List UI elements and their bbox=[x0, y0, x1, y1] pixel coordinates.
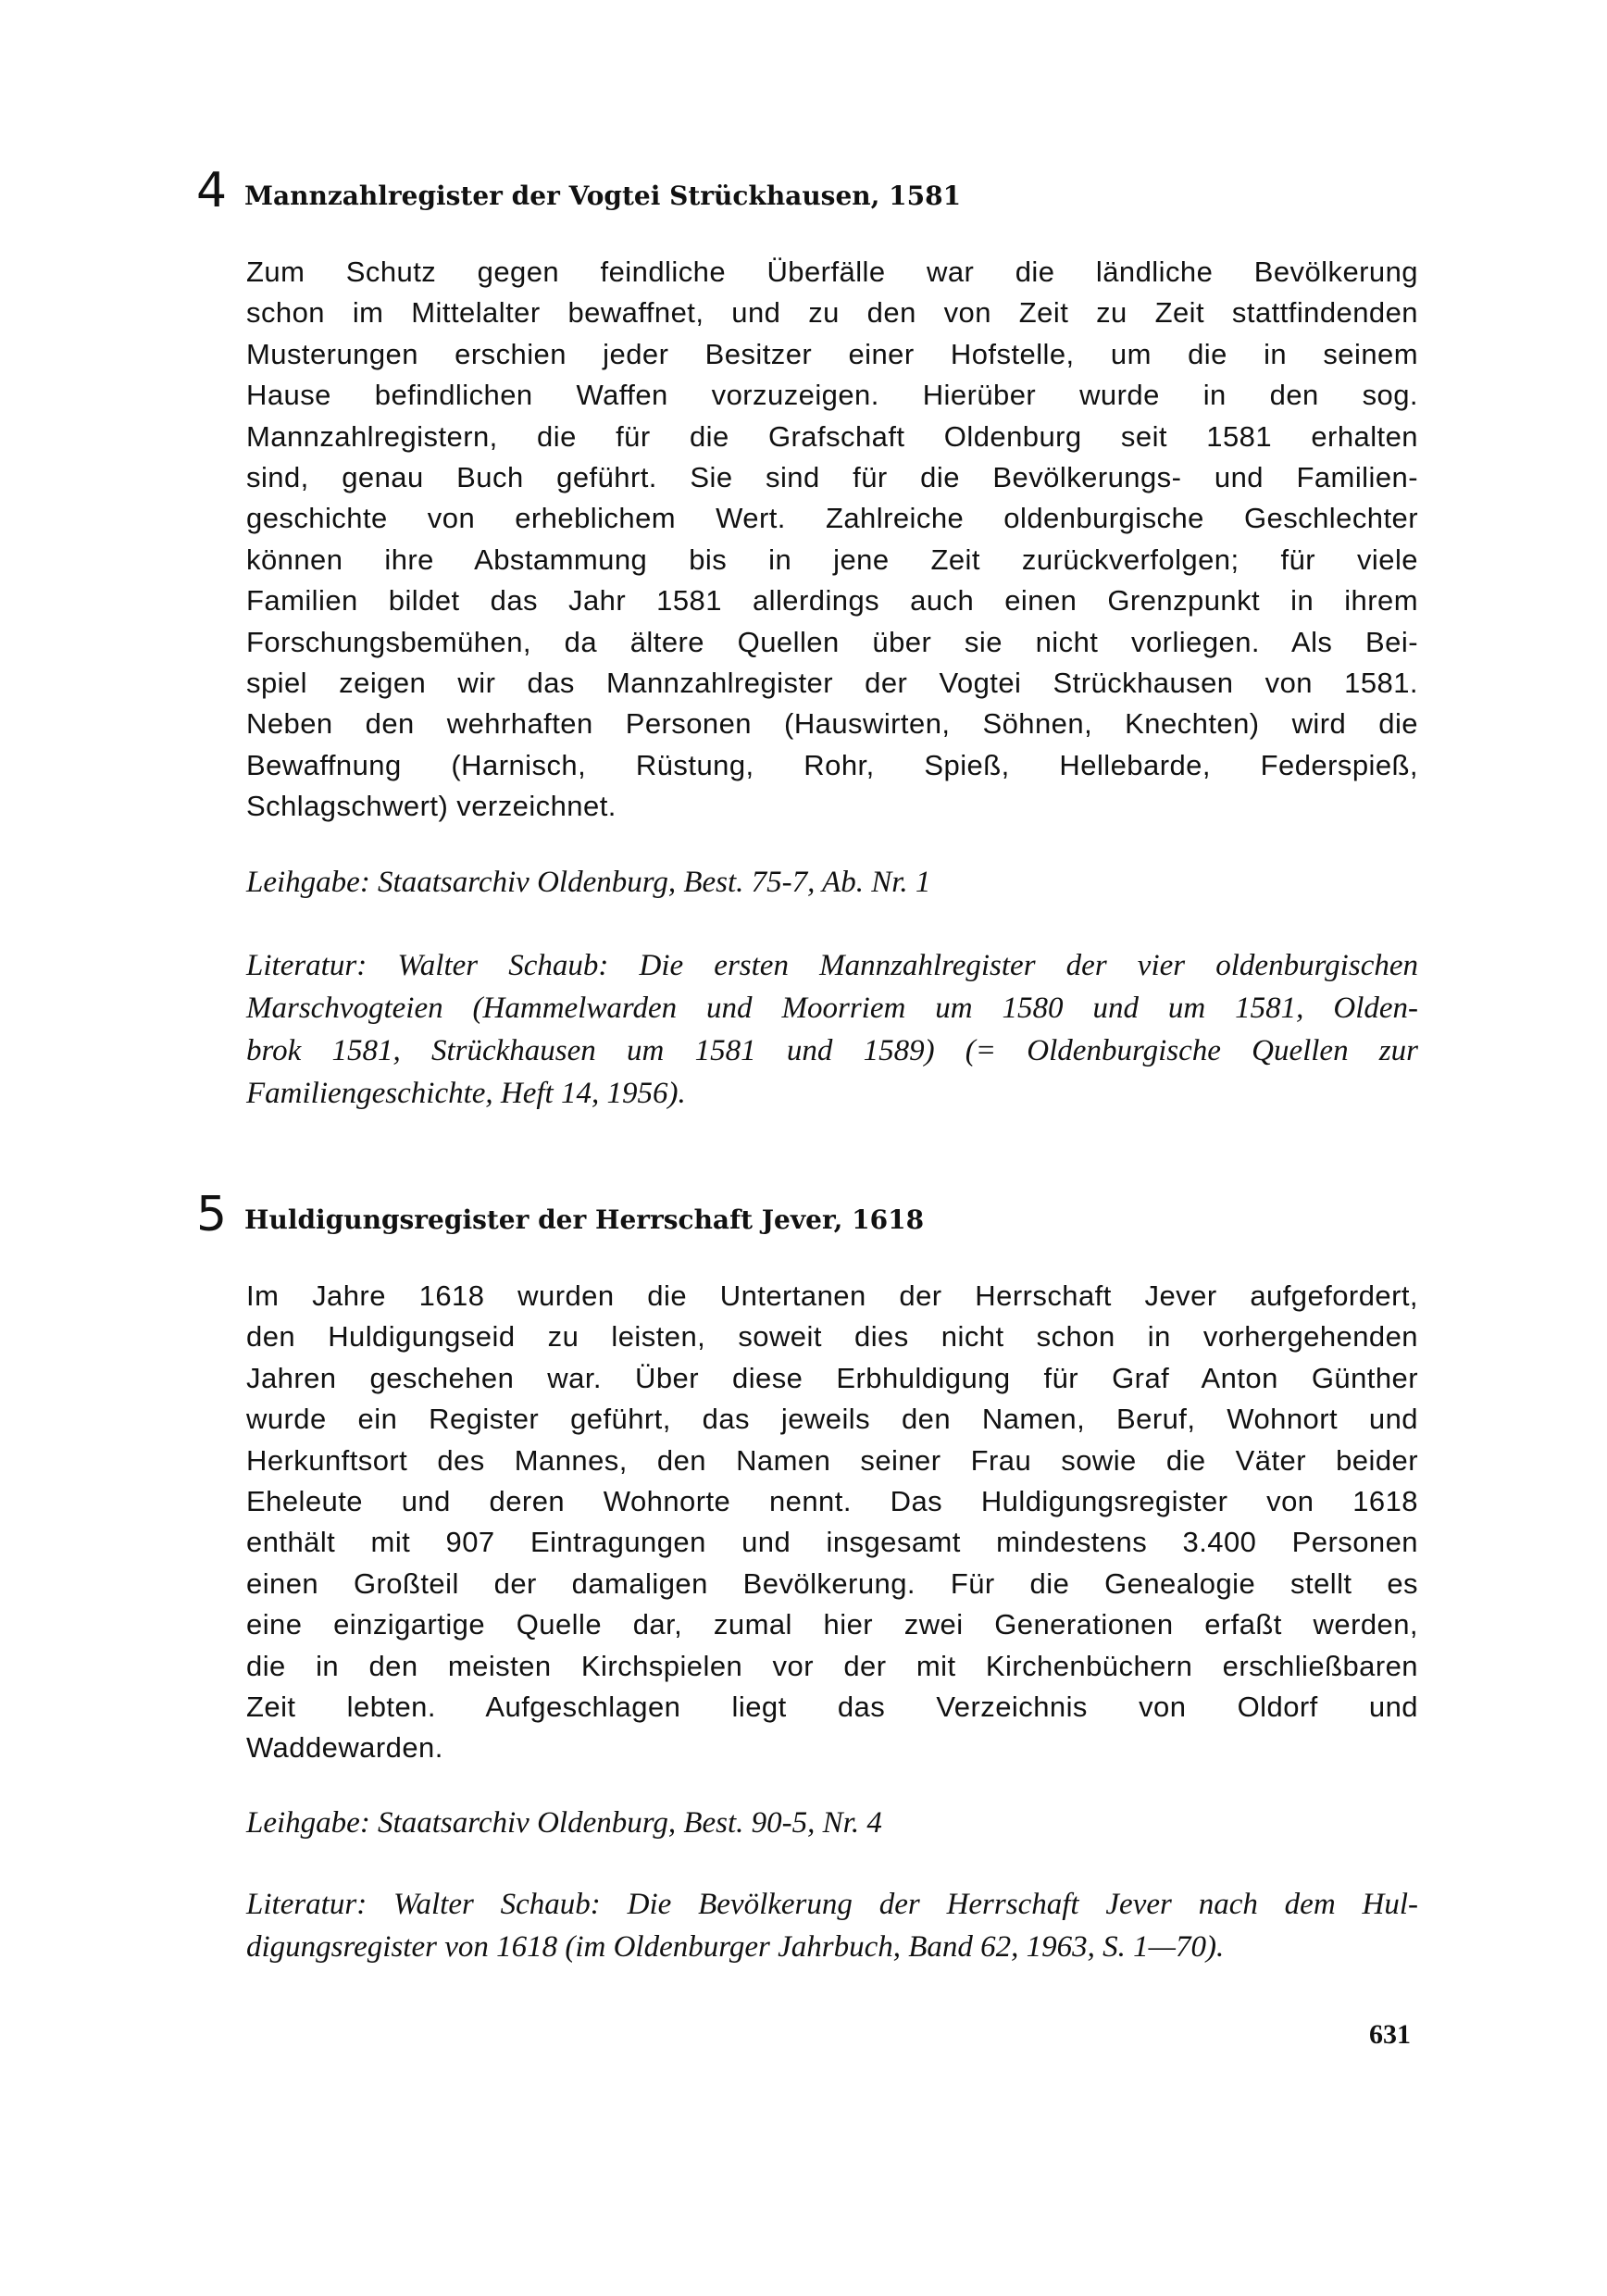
text-line: Herkunftsort des Mannes, den Namen seiner Frau sowie die Väter beider bbox=[246, 1443, 1418, 1477]
text-line: können ihre Abstammung bis in jene Zeit zurückverfolgen; für viele bbox=[246, 543, 1418, 576]
literature-line: Literatur: Walter Schaub: Die ersten Mannzahlregister der vier oldenburgischen bbox=[246, 949, 1418, 982]
entry-number: 4 bbox=[196, 163, 228, 218]
text-line: einen Großteil der damaligen Bevölkerung. Für die Genealogie stellt es bbox=[246, 1566, 1418, 1600]
text-line: Familien bildet das Jahr 1581 allerdings auch einen Grenzpunkt in ihrem bbox=[246, 584, 1418, 618]
text-line: Mannzahlregistern, die für die Grafschaft Oldenburg seit 1581 erhalten bbox=[246, 419, 1418, 453]
text-line: wurde ein Register geführt, das jeweils den Namen, Beruf, Wohnort und bbox=[246, 1403, 1418, 1436]
text-line: Eheleute und deren Wohnorte nennt. Das Huldigungsregister von 1618 bbox=[246, 1484, 1418, 1517]
loan-text: Leihgabe: Staatsarchiv Oldenburg, Best. 75-7, Ab. Nr. 1 bbox=[246, 866, 931, 899]
text-line: geschichte von erheblichem Wert. Zahlreiche oldenburgische Geschlechter bbox=[246, 502, 1418, 535]
text-line: Schlagschwert) verzeichnet. bbox=[246, 790, 617, 823]
loan-reference bbox=[246, 1802, 1418, 1844]
text-line: den Huldigungseid zu leisten, soweit dies nicht schon in vorhergehenden bbox=[246, 1320, 1418, 1354]
text-line: eine einzigartige Quelle dar, zumal hier zwei Generationen erfaßt werden, bbox=[246, 1608, 1418, 1641]
literature-line: digungsregister von 1618 (im Oldenburger Jahrbuch, Band 62, 1963, S. 1—70). bbox=[246, 1930, 1225, 1964]
entry-description bbox=[246, 1276, 1418, 1769]
literature-line: Familiengeschichte, Heft 14, 1956). bbox=[246, 1077, 686, 1110]
text-line: Neben den wehrhaften Personen (Hauswirten, Söhnen, Knechten) wird die bbox=[246, 707, 1418, 741]
text-line: spiel zeigen wir das Mannzahlregister der Vogtei Strückhausen von 1581. bbox=[246, 666, 1418, 699]
text-line: Zum Schutz gegen feindliche Überfälle war die ländliche Bevölkerung bbox=[246, 256, 1418, 288]
text-line: Jahren geschehen war. Über diese Erbhuldigung für Graf Anton Günther bbox=[246, 1361, 1418, 1394]
entry-title: Huldigungsregister der Herrschaft Jever, 1618 bbox=[244, 1204, 925, 1235]
text-line: Zeit lebten. Aufgeschlagen liegt das Verzeichnis von Oldorf und bbox=[246, 1690, 1418, 1723]
text-line: Bewaffnung (Harnisch, Rüstung, Rohr, Spieß, Hellebarde, Federspieß, bbox=[246, 748, 1418, 781]
literature-reference bbox=[246, 1883, 1418, 1968]
entry-number: 5 bbox=[196, 1187, 228, 1242]
loan-reference bbox=[246, 861, 1418, 904]
literature-line: brok 1581, Strückhausen um 1581 und 1589) (= Oldenburgische Quellen zur bbox=[246, 1034, 1418, 1067]
literature-line: Marschvogteien (Hammelwarden und Moorriem um 1580 und um 1581, Olden- bbox=[246, 992, 1418, 1025]
text-line: Waddewarden. bbox=[246, 1731, 443, 1765]
loan-text: Leihgabe: Staatsarchiv Oldenburg, Best. 90-5, Nr. 4 bbox=[246, 1806, 882, 1840]
literature-line: Literatur: Walter Schaub: Die Bevölkerung der Herrschaft Jever nach dem Hul- bbox=[246, 1888, 1418, 1921]
text-line: enthält mit 907 Eintragungen und insgesamt mindestens 3.400 Personen bbox=[246, 1526, 1418, 1559]
text-line: Forschungsbemühen, da ältere Quellen über sie nicht vorliegen. Als Bei- bbox=[246, 625, 1418, 658]
entry-title: Mannzahlregister der Vogtei Strückhausen, 1581 bbox=[244, 181, 962, 211]
text-line: sind, genau Buch geführt. Sie sind für die Bevölkerungs- und Familien- bbox=[246, 460, 1418, 493]
page-number: 631 bbox=[1369, 2019, 1411, 2050]
entry-description bbox=[246, 252, 1418, 827]
text-line: die in den meisten Kirchspielen vor der mit Kirchenbüchern erschließbaren bbox=[246, 1649, 1418, 1682]
text-line: Im Jahre 1618 wurden die Untertanen der Herrschaft Jever aufgefordert, bbox=[246, 1279, 1418, 1312]
text-line: Hause befindlichen Waffen vorzuzeigen. Hierüber wurde in den sog. bbox=[246, 379, 1418, 412]
text-line: Musterungen erschien jeder Besitzer einer Hofstelle, um die in seinem bbox=[246, 337, 1418, 370]
text-line: schon im Mittelalter bewaffnet, und zu den von Zeit zu Zeit stattfindenden bbox=[246, 296, 1418, 330]
literature-reference bbox=[246, 944, 1418, 1115]
